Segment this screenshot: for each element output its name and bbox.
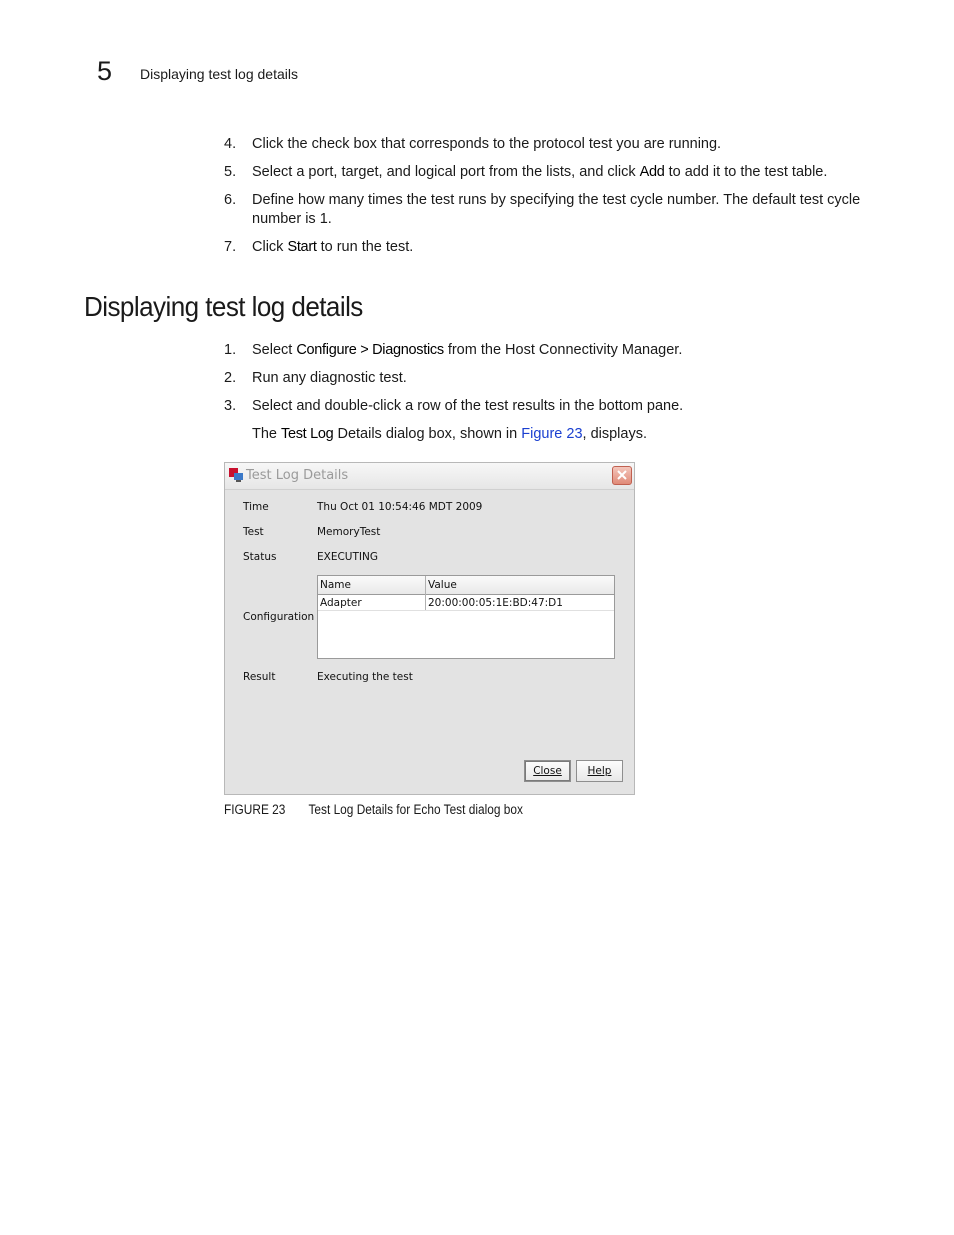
app-icon — [228, 467, 244, 483]
step-6: 6. Define how many times the test runs by specifying the test cycle number. The default test cycle number is 1. — [224, 192, 861, 227]
figure-23-link[interactable]: Figure 23 — [521, 426, 583, 442]
start-keyword: Start — [287, 239, 317, 255]
running-head: Displaying test log details — [140, 66, 298, 82]
table-header — [318, 576, 614, 595]
section-title: Displaying test log details — [84, 291, 363, 322]
result-label: Result — [243, 671, 276, 683]
step-4: 4. Click the check box that corresponds to the protocol test you are running. — [224, 136, 722, 152]
procedure-steps — [224, 341, 884, 425]
table-cell-value: 20:00:00:05:1E:BD:47:D1 — [428, 597, 563, 609]
add-keyword: Add — [639, 164, 665, 180]
test-log-keyword: Test Log — [281, 426, 334, 442]
figure-label: FIGURE 23 — [224, 802, 286, 817]
step-1: 1. Select Configure > Diagnostics from the Host Connectivity Manager. — [224, 342, 683, 358]
step-7: 7. Click Start to run the test. — [224, 239, 414, 255]
test-label: Test — [243, 526, 264, 538]
step-5: 5. Select a port, target, and logical port from the lists, and click Add to add it to the test table. — [224, 164, 828, 180]
column-header-value[interactable]: Value — [428, 579, 457, 591]
dialog-title: Test Log Details — [246, 468, 349, 483]
help-button[interactable]: Help — [576, 760, 623, 782]
configuration-table[interactable] — [317, 575, 615, 659]
step-2: 2. Run any diagnostic test. — [224, 370, 407, 386]
status-value: EXECUTING — [317, 551, 378, 563]
table-row[interactable] — [318, 594, 614, 611]
close-button[interactable]: Close — [524, 760, 571, 782]
configuration-label: Configuration — [243, 611, 315, 623]
figure-caption-text: Test Log Details for Echo Test dialog box — [308, 802, 523, 817]
chapter-number: 5 — [97, 56, 113, 86]
figure-caption — [224, 802, 523, 818]
table-cell-name: Adapter — [320, 597, 362, 609]
procedure-steps-continued — [224, 135, 884, 266]
time-label: Time — [243, 501, 269, 513]
test-log-details-dialog — [224, 462, 635, 795]
configure-diagnostics-keyword: Configure > Diagnostics — [296, 342, 444, 358]
column-header-name[interactable]: Name — [320, 579, 351, 591]
figure-reference-paragraph: The Test Log Details dialog box, shown in Figure 23, displays. — [252, 426, 647, 442]
time-value: Thu Oct 01 10:54:46 MDT 2009 — [317, 501, 483, 513]
close-window-icon[interactable] — [612, 466, 632, 485]
status-label: Status — [243, 551, 277, 563]
step-3: 3. Select and double-click a row of the test results in the bottom pane. — [224, 398, 684, 414]
test-value: MemoryTest — [317, 526, 381, 538]
result-value: Executing the test — [317, 671, 413, 683]
dialog-titlebar[interactable] — [225, 463, 634, 490]
